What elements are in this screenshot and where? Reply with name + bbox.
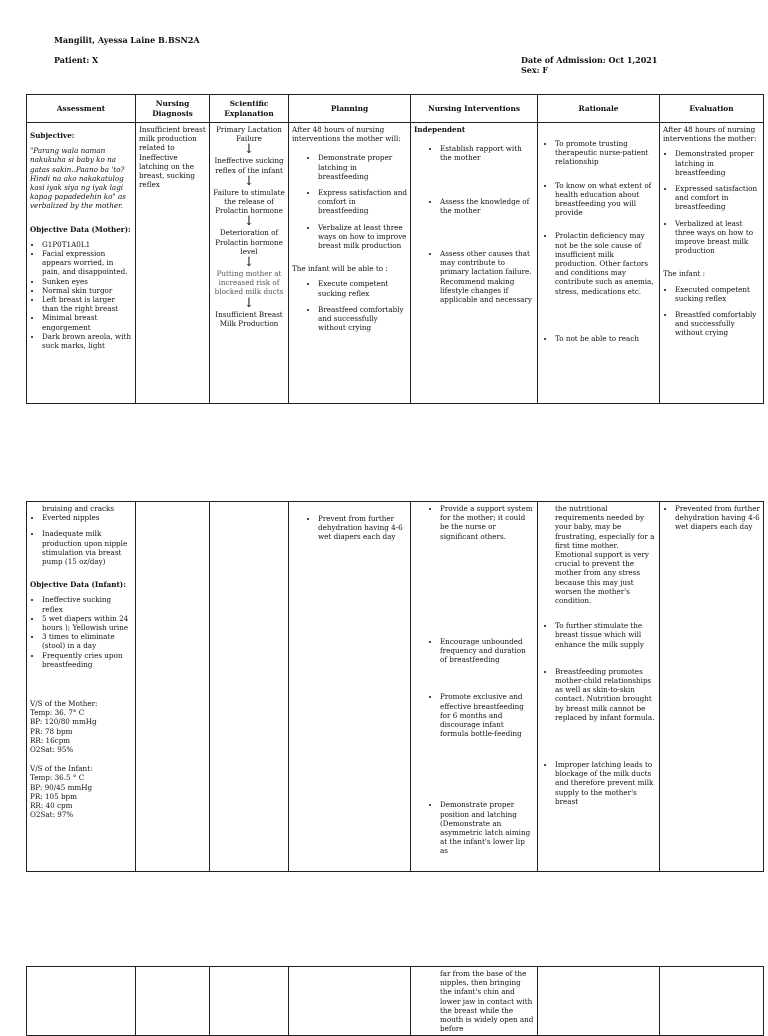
list-item: • Sunken eyes bbox=[42, 277, 132, 286]
interventions-cell bbox=[411, 502, 538, 872]
evaluation-list bbox=[663, 149, 760, 255]
list-item: • Normal skin turgor bbox=[42, 286, 132, 295]
col-header-diagnosis: Nursing Diagnosis bbox=[136, 95, 210, 123]
objective-infant-list bbox=[30, 595, 132, 669]
planning-cell bbox=[289, 967, 411, 1036]
list-item: • Executed competent sucking reflex bbox=[675, 285, 760, 303]
list-item: • Left breast is larger than the right breast bbox=[42, 295, 132, 313]
list-item: • Prolactin deficiency may not be the sole cause of insufficient milk production. Other factors and conditions may contribute such as anemia, stress, medications etc. bbox=[555, 231, 656, 295]
list-item: • Prevent from further dehydration having 4-6 wet diapers each day bbox=[318, 514, 407, 542]
rationale-cell bbox=[538, 967, 660, 1036]
list-item: • Assess the knowledge of the mother bbox=[440, 197, 534, 215]
diagnosis-cell bbox=[136, 123, 210, 404]
evaluation-cell bbox=[660, 502, 764, 872]
planning-list bbox=[292, 153, 407, 250]
arrow-down-icon: ↓ bbox=[243, 214, 255, 230]
col-header-evaluation: Evaluation bbox=[660, 95, 764, 123]
vs-line: V/S of the Mother: bbox=[30, 699, 98, 709]
col-header-rationale: Rationale bbox=[538, 95, 660, 123]
care-plan-table-page1 bbox=[26, 94, 764, 404]
explanation-cell bbox=[210, 502, 289, 872]
list-item: • Breastfeed comfortably and successfully without crying bbox=[318, 305, 407, 333]
vs-mother bbox=[30, 699, 132, 754]
vs-infant bbox=[30, 764, 132, 819]
list-item: • Breastfeeding promotes mother-child relationships as well as skin-to-skin contact. Nutrition brought by breast milk cannot be replaced by infant formula. bbox=[555, 667, 656, 722]
evaluation-intro: After 48 hours of nursing interventions the mother: bbox=[663, 125, 757, 144]
vs-line: Temp: 36.5 ° C bbox=[30, 773, 85, 783]
patient-sex: Sex: F bbox=[521, 65, 549, 75]
admission-date: Date of Admission: Oct 1,2021 bbox=[521, 55, 658, 65]
evaluation-cell bbox=[660, 123, 764, 404]
vs-line: RR: 16cpm bbox=[30, 735, 71, 745]
independent-label: Independent bbox=[414, 125, 466, 134]
list-item: • Ineffective sucking reflex bbox=[42, 595, 132, 613]
interventions-list bbox=[414, 144, 534, 304]
student-section: BSN2A bbox=[168, 35, 200, 45]
list-item: • Inadequate milk production upon nipple stimulation via breast pump (15 oz/day) bbox=[42, 529, 132, 566]
list-item: • To promote trusting therapeutic nurse-patient relationship bbox=[555, 139, 656, 167]
interventions-continued: far from the base of the nipples, then bringing the infant's chin and lower jaw in contact with the breast while the mouth is widely open and before bbox=[440, 969, 534, 1034]
diagnosis-cell bbox=[136, 502, 210, 872]
planning-list bbox=[292, 514, 407, 542]
list-item: • Minimal breast engorgement bbox=[42, 313, 132, 331]
list-item: • Establish rapport with the mother bbox=[440, 144, 534, 162]
planning-infant-list bbox=[292, 279, 407, 332]
list-item: • 5 wet diapers within 24 hours ); Yellowish urine bbox=[42, 614, 132, 632]
list-item: • Expressed satisfaction and comfort in breastfeeding bbox=[675, 184, 760, 212]
assessment-continued: bruising and cracks bbox=[42, 504, 115, 513]
arrow-down-icon: ↓ bbox=[243, 173, 255, 189]
explanation-step: Deterioration of Prolactin hormone level bbox=[215, 228, 283, 256]
interventions-cell bbox=[411, 123, 538, 404]
list-item: • Demonstrate proper position and latching (Demonstrate an asymmetric latch aiming at the infant's lower lip as bbox=[440, 800, 534, 855]
vs-line: BP: 120/80 mmHg bbox=[30, 717, 97, 727]
rationale-cell bbox=[538, 123, 660, 404]
list-item: • To further stimulate the breast tissue which will enhance the milk supply bbox=[555, 621, 656, 649]
vs-line: V/S of the Infant: bbox=[30, 764, 93, 774]
explanation-step: Primary Lactation Failure bbox=[216, 125, 282, 144]
planning-cell bbox=[289, 502, 411, 872]
planning-cell bbox=[289, 123, 411, 404]
vs-line: PR: 105 bpm bbox=[30, 791, 77, 801]
list-item: • Verbalize at least three ways on how to improve breast milk production bbox=[318, 223, 407, 251]
evaluation-list bbox=[663, 504, 760, 532]
vs-line: O2Sat: 95% bbox=[30, 745, 74, 755]
list-item: • To not be able to reach bbox=[555, 334, 656, 343]
list-item: • Demonstrate proper latching in breastfeeding bbox=[318, 153, 407, 181]
interventions-cell bbox=[411, 967, 538, 1036]
arrow-down-icon: ↓ bbox=[243, 295, 255, 311]
list-item: • Execute competent sucking reflex bbox=[318, 279, 407, 297]
evaluation-cell bbox=[660, 967, 764, 1036]
list-item: • To know on what extent of health education about breastfeeding you will provide bbox=[555, 181, 656, 218]
col-header-interventions: Nursing Interventions bbox=[411, 95, 538, 123]
list-item: • 3 times to eliminate (stool) in a day bbox=[42, 632, 132, 650]
patient-label: Patient: X bbox=[54, 55, 99, 65]
planning-intro: After 48 hours of nursing interventions the mother will: bbox=[292, 125, 401, 144]
list-item: • Demonstrated proper latching in breastfeeding bbox=[675, 149, 760, 177]
objective-infant-label: Objective Data (Infant): bbox=[30, 580, 126, 590]
list-item: • G1P0T1A0L1 bbox=[42, 240, 132, 249]
care-plan-table-page2 bbox=[26, 501, 764, 872]
planning-infant-intro: The infant will be able to : bbox=[292, 264, 388, 274]
explanation-step: Putting mother at increased risk of blocked milk ducts bbox=[214, 269, 284, 297]
list-item: • Everted nipples bbox=[42, 513, 132, 522]
interventions-list bbox=[414, 504, 534, 856]
objective-mother-label: Objective Data (Mother): bbox=[30, 224, 131, 234]
list-item: • Prevented from further dehydration having 4-6 wet diapers each day bbox=[675, 504, 760, 532]
list-item: • Breastfed comfortably and successfully without crying bbox=[675, 310, 760, 338]
diagnosis-cell bbox=[136, 967, 210, 1036]
list-item: • Provide a support system for the mother; it could be the nurse or significant others. bbox=[440, 504, 534, 541]
evaluation-infant-list bbox=[663, 285, 760, 338]
rationale-list bbox=[541, 139, 656, 343]
vs-line: Temp: 36. 7° C bbox=[30, 708, 85, 718]
explanation-cell bbox=[210, 967, 289, 1036]
arrow-down-icon: ↓ bbox=[243, 142, 255, 158]
subjective-quote: "Parang wala naman nakukuha si baby ko na gatas sakin..Paano ba 'to? Hindi na ako nakakatulog kasi iyak siya ng iyak lagi kapag papadedehin ko" as verbalized by the mother. bbox=[30, 146, 126, 211]
list-item: • Facial expression appears worried, in pain, and disappointed. bbox=[42, 249, 132, 277]
list-item: • Dark brown areola, with suck marks, light bbox=[42, 332, 132, 350]
rationale-cell bbox=[538, 502, 660, 872]
assessment-cell bbox=[27, 502, 136, 872]
subjective-label: Subjective: bbox=[30, 131, 75, 140]
vs-line: BP: 90/45 mmHg bbox=[30, 782, 93, 792]
list-item: • Express satisfaction and comfort in breastfeeding bbox=[318, 188, 407, 216]
rationale-list bbox=[541, 621, 656, 806]
rationale-continued: the nutritional requirements needed by your baby, may be frustrating, especially for a first time mother. Emotional support is very crucial to prevent the mother from any stress because this may just worsen the mother's condition. bbox=[555, 504, 655, 606]
arrow-down-icon: ↓ bbox=[243, 255, 255, 271]
list-item: • Encourage unbounded frequency and duration of breastfeeding bbox=[440, 637, 534, 665]
col-header-assessment: Assessment bbox=[27, 95, 136, 123]
col-header-explanation: Scientific Explanation bbox=[210, 95, 289, 123]
list-item: • Assess other causes that may contribute to primary lactation failure. Recommend making lifestyle changes if applicable and necessary bbox=[440, 249, 534, 304]
explanation-cell bbox=[210, 123, 289, 404]
student-name: Mangilit, Ayessa Laine B. bbox=[54, 35, 168, 45]
vs-line: PR: 78 bpm bbox=[30, 726, 73, 736]
list-item: • Promote exclusive and effective breastfeeding for 6 months and discourage infant formula bottle-feeding bbox=[440, 692, 534, 738]
list-item: • Improper latching leads to blockage of the milk ducts and therefore prevent milk supply to the mother's breast bbox=[555, 760, 656, 806]
objective-mother-list bbox=[30, 240, 132, 350]
vs-line: RR: 40 cpm bbox=[30, 801, 73, 811]
list-item: • Frequently cries upon breastfeeding bbox=[42, 651, 132, 669]
list-item: • Verbalized at least three ways on how to improve breast milk production bbox=[675, 219, 760, 256]
explanation-step: Insufficient Breast Milk Production bbox=[215, 309, 283, 328]
evaluation-infant-intro: The infant : bbox=[663, 269, 706, 279]
vs-line: O2Sat: 97% bbox=[30, 810, 74, 820]
col-header-planning: Planning bbox=[289, 95, 411, 123]
care-plan-table-page3 bbox=[26, 966, 764, 1036]
assessment-cell bbox=[27, 123, 136, 404]
assessment-list bbox=[30, 513, 132, 566]
diagnosis-text: Insufficient breast milk production related to Ineffective latching on the breast, sucking reflex bbox=[139, 125, 206, 190]
explanation-step: Ineffective sucking reflex of the infant bbox=[214, 156, 284, 175]
explanation-step: Failure to stimulate the release of Prolactin hormone bbox=[213, 187, 285, 216]
assessment-cell bbox=[27, 967, 136, 1036]
